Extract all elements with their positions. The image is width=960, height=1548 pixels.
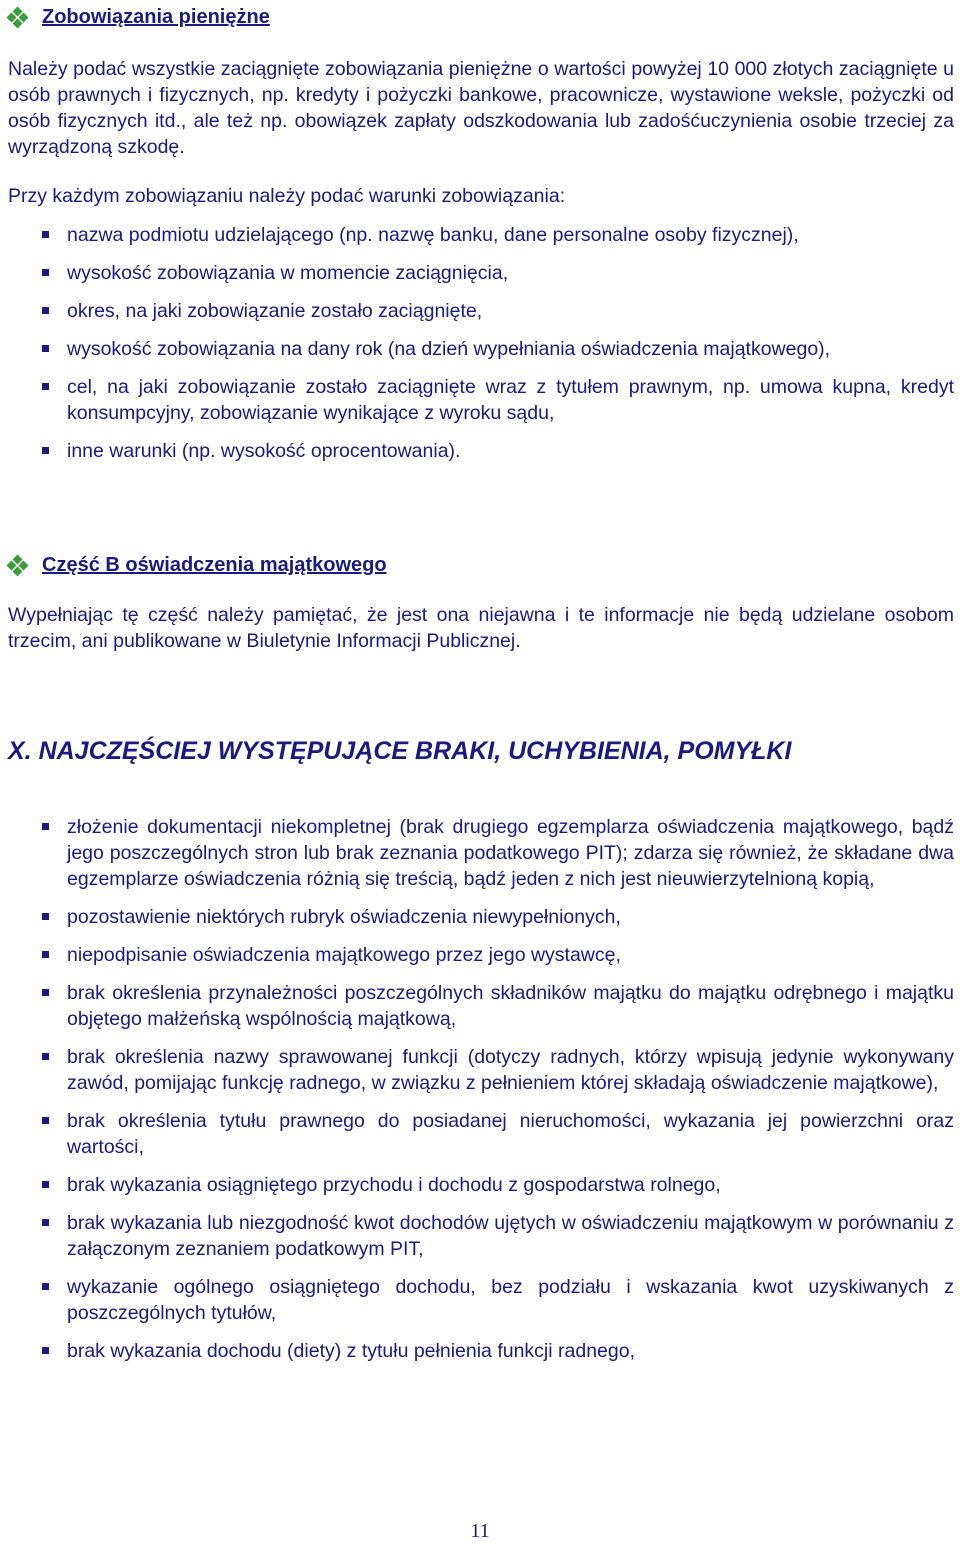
czesc-b-paragraph: Wypełniając tę część należy pamiętać, że jest ona niejawna i te informacje nie będą udzielane osobom trzecim, ani publikowane w Biuletynie Informacji Publicznej. (8, 604, 954, 652)
square-bullet-icon (42, 1181, 49, 1188)
diamond-bullet-icon (8, 8, 28, 28)
list-item: inne warunki (np. wysokość oprocentowania). (8, 438, 954, 464)
list-item: okres, na jaki zobowiązanie zostało zaciągnięte, (8, 298, 954, 324)
square-bullet-icon (42, 231, 49, 238)
conditions-list (8, 222, 954, 464)
list-item: wysokość zobowiązania w momencie zaciągnięcia, (8, 260, 954, 286)
square-bullet-icon (42, 307, 49, 314)
square-bullet-icon (42, 989, 49, 996)
square-bullet-icon (42, 951, 49, 958)
square-bullet-icon (42, 1283, 49, 1290)
square-bullet-icon (42, 269, 49, 276)
intro-paragraph: Należy podać wszystkie zaciągnięte zobowiązania pieniężne o wartości powyżej 10 000 złotych zaciągnięte u osób prawnych i fizycznych, np. kredyty i pożyczki bankowe, pracownicze, wystawione weksle, pożyczki od osób fizycznych itd., ale też np. obowiązek zapłaty odszkodowania lub zadośćuczynienia osobie trzeciej za wyrządzoną szkodę. (8, 58, 954, 158)
page-number: 11 (470, 1520, 490, 1542)
list-item: wysokość zobowiązania na dany rok (na dzień wypełniania oświadczenia majątkowego), (8, 336, 954, 362)
section-title: Część B oświadczenia majątkowego (42, 554, 387, 576)
list-item: wykazanie ogólnego osiągniętego dochodu, bez podziału i wskazania kwot uzyskiwanych z poszczególnych tytułów, (8, 1274, 954, 1326)
square-bullet-icon (42, 1347, 49, 1354)
square-bullet-icon (42, 383, 49, 390)
square-bullet-icon (42, 447, 49, 454)
list-item: brak określenia przynależności poszczególnych składników majątku do majątku odrębnego i majątku objętego małżeńską wspólnością majątkową, (8, 980, 954, 1032)
list-item: cel, na jaki zobowiązanie zostało zaciągnięte wraz z tytułem prawnym, np. umowa kupna, kredyt konsumpcyjny, zobowiązanie wynikające z wyroku sądu, (8, 374, 954, 426)
list-item: brak wykazania lub niezgodność kwot dochodów ujętych w oświadczeniu majątkowym w porównaniu z załączonym zeznaniem podatkowym PIT, (8, 1210, 954, 1262)
square-bullet-icon (42, 345, 49, 352)
errors-list (8, 814, 954, 1364)
square-bullet-icon (42, 823, 49, 830)
list-item: brak określenia nazwy sprawowanej funkcji (dotyczy radnych, którzy wpisują jedynie wykonywany zawód, pomijając funkcję radnego, w związku z pełnieniem której składają oświadczenie majątkowe), (8, 1044, 954, 1096)
list-item: niepodpisanie oświadczenia majątkowego przez jego wystawcę, (8, 942, 954, 968)
diamond-bullet-icon (8, 556, 28, 576)
square-bullet-icon (42, 1117, 49, 1124)
section-header-zobowiazania (8, 6, 270, 29)
section-header-czesc-b (8, 554, 387, 577)
list-item: brak określenia tytułu prawnego do posiadanej nieruchomości, wykazania jej powierzchni oraz wartości, (8, 1108, 954, 1160)
square-bullet-icon (42, 1053, 49, 1060)
list-item: pozostawienie niektórych rubryk oświadczenia niewypełnionych, (8, 904, 954, 930)
chapter-heading: X. NAJCZĘŚCIEJ WYSTĘPUJĄCE BRAKI, UCHYBIENIA, POMYŁKI (8, 737, 792, 765)
square-bullet-icon (42, 913, 49, 920)
section-title: Zobowiązania pieniężne (42, 6, 270, 28)
list-item: brak wykazania osiągniętego przychodu i dochodu z gospodarstwa rolnego, (8, 1172, 954, 1198)
lead-paragraph: Przy każdym zobowiązaniu należy podać warunki zobowiązania: (8, 185, 566, 207)
list-item: złożenie dokumentacji niekompletnej (brak drugiego egzemplarza oświadczenia majątkowego, bądź jego poszczególnych stron lub brak zeznania podatkowego PIT); zdarza się również, że składane dwa egzemplarze oświadczenia różnią się treścią, bądź jeden z nich jest nieuwierzytelnioną kopią, (8, 814, 954, 892)
list-item: nazwa podmiotu udzielającego (np. nazwę banku, dane personalne osoby fizycznej), (8, 222, 954, 248)
list-item: brak wykazania dochodu (diety) z tytułu pełnienia funkcji radnego, (8, 1338, 954, 1364)
square-bullet-icon (42, 1219, 49, 1226)
